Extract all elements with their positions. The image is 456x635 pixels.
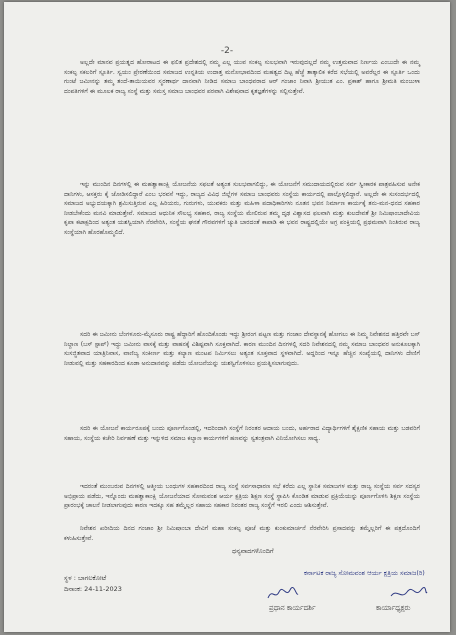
letter-page (4, 2, 450, 632)
paragraph-3: ಸದರಿ ಈ ಜಮೀನು ಬೆಂಗಳೂರು-ಮೈಸೂರು ರಾಷ್ಟ್ರ ಹೆದ್ದಾರಿಗೆ ಹೊಂದಿಕೊಂಡು ಇದ್ದು ಶ್ರೀರಂಗ ಪಟ್ಟಣ ಮತ್ತು ಗಂಜಾಂ ದೇವಸ್ಥಾನಕ್ಕೆ ಹೋಗಲು ಈ ನಿಮ್ಮ ನಿವೇಶನದ ಹತ್ತಿರವೇ ಬಸ್ ನಿಲ್ದಾಣ (ಬಸ್ ಸ್ಟಾಪ್) ಇದ್ದು ಜಮೀನು ವಾಸಕ್ಕೆ ಮತ್ತು ವಾಹನಕ್ಕೆ ವಿಶಿಷ್ಟವಾಗಿ ಸೂಕ್ತವಾಗಿದೆ. ಕಾರಣ ಮುಂದಿನ ದಿನಗಳಲ್ಲಿ ಸದರಿ ನಿವೇಶನದಲ್ಲಿ ನಮ್ಮ ಸಮಾಜ ಬಾಂಧವರ ಅನುಕೂಲಕ್ಕಾಗಿ ಸುಸಜ್ಜಿತವಾದ ಯಾತ್ರಿನಿವಾಸ, ವಾಣಿಜ್ಯ ಸಂಕೀರ್ಣ ಮತ್ತು ಕಲ್ಯಾಣ ಮಂಟಪ ನಿರ್ಮಿಸಲು ಅತ್ಯಂತ ಸೂಕ್ತವಾದ ಸ್ಥಳವಾಗಿದೆ. ಅದ್ದರಿಂದ ಇನ್ನೂ ಹೆಚ್ಚಿನ ಸಂಖ್ಯೆಯಲ್ಲಿ ದಾನಿಗಳು ದೇಣಿಗೆ ನೀಡುವಲ್ಲಿ ಮತ್ತು ಸಹಕಾರದಿಂದ ಕೂಡಾ ಅನುದಾನವನ್ನು ಪಡೆದು ಯೋಜನೆಯನ್ನು ಯಶಸ್ವಿಗೊಳಿಸಲು ಪ್ರಯತ್ನಿಸಲಾಗುವುದು. (64, 331, 420, 367)
secretary-signature (266, 586, 300, 604)
secretary-role: ಪ್ರಧಾನ ಕಾರ್ಯದರ್ಶಿ (269, 604, 316, 612)
closing-thanks: ಧನ್ಯವಾದಗಳೊಂದಿಗೆ (232, 547, 274, 555)
organization-seal: ಕರ್ನಾಟಕ ರಾಜ್ಯ ಸೋಮವಂಶ ಆರ್ಯ ಕ್ಷತ್ರಿಯ ಸಮಾಜ(ರಿ) (304, 569, 425, 577)
paragraph-6: ನಿವೇಶನ ಖರೀದಿಯ ದಿನದ ಗಂಜಾಂ ಶ್ರೀ ನಿಮಿಷಾಂಬಾ ದೇವಿಗೆ ಮಹಾ ಸಂಕಲ್ಪ ಪೂಜೆ ಮತ್ತು ಕುಂಕುಮಾರ್ಚನೆ ನೆರವೇರಿಸಿ ಪ್ರಸಾದವನ್ನು ತಮ್ಮೆಲ್ಲರಿಗೆ ಈ ಪತ್ರದೊಂದಿಗೆ ಕಳುಹಿಸುತ್ತೇವೆ. (64, 525, 420, 542)
signature-scribble-icon (266, 586, 300, 602)
place-line: ಸ್ಥಳ : ಬಾಗಲಕೋಟೆ (64, 574, 107, 582)
date-line: ದಿನಾಂಕ: 24-11-2023 (64, 585, 122, 593)
president-signature (389, 586, 429, 604)
paragraph-2: ಇನ್ನು ಮುಂದಿನ ದಿನಗಳಲ್ಲಿ ಈ ಮಹತ್ವಾಕಾಂಕ್ಷಿ ಯೋಜನೆಯ ಸಫಲತೆ ಅತ್ಯಂತ ಸುಲಭವಾಗಲಿದ್ದು, ಈ ಯೋಜನೆಗೆ ಸಮುದಾಯದಲ್ಲಿರುವ ಸರ್ವ ಸ್ವೀಕಾರಕ ಪಾತ್ರವಹಿಸುವ ಅನೇಕ ದಾನಿಗಳು, ಆಸಕ್ತರು ಕೈ ಜೋಡಿಸಲಿದ್ದಾರೆ ಎಂಬ ಭರವಸೆ ಇದ್ದು, ರಾಜ್ಯದ ವಿವಿಧ ಜಿಲ್ಲೆಗಳ ಸಮಾಜ ಬಾಂಧವರು ಸಂಸ್ಥೆಯ ಕಾರ್ಯದಲ್ಲಿ ಪಾಲ್ಗೊಳ್ಳಲಿದ್ದಾರೆ. ಅಲ್ಲದೇ ಈ ಸುಸಂದರ್ಭದಲ್ಲಿ ಸಮಾಜದ ಅಭ್ಯುದಯಕ್ಕಾಗಿ ಶ್ರಮಿಸುತ್ತಿರುವ ಎಲ್ಲ ಹಿರಿಯರು, ಗುರುಗಳು, ಯುವಕರು ಮತ್ತು ಮಹಿಳಾ ಪದಾಧಿಕಾರಿಗಳು ನೂತನ ಭವನ ನಿರ್ಮಾಣ ಕಾರ್ಯಕ್ಕೆ ತನು-ಮನ-ಧನದ ಸಹಕಾರ ನೀಡಬೇಕೆಂದು ಮನವಿ ಮಾಡುತ್ತೇವೆ. ಸಮಾಜದ ಆಧುನಿಕ ಸೌಲಭ್ಯ ಸಹಕಾರ, ರಾಜ್ಯ ಸಂಸ್ಥೆಯ ಮೇಲಿರುವ ತಮ್ಮ ದೃಢ ವಿಶ್ವಾಸದ ಫಲವಾಗಿ ಮತ್ತು ಕುಲದೇವತೆ ಶ್ರೀ ನಿಮಿಷಾಂಬಾದೇವಿಯ ಕೃಪಾ ಕಟಾಕ್ಷದಿಂದ ಅತ್ಯಂತ ಯಶಸ್ವಿಯಾಗಿ ನೆರವೇರಿಸಿ, ಸಂಸ್ಥೆಯ ಘನತೆ ಗೌರವಗಳಿಗೆ ಚ್ಯುತಿ ಬಾರದಂತೆ ಕಾಪಾಡಿ ಈ ಭವನ ರಾಷ್ಟ್ರದಲ್ಲಿಯೇ ಅಗ್ರ ಪಂಕ್ತಿಯಲ್ಲಿ ಪ್ರಥಮವಾಗಿ ನಿಂತಿರುವ ರಾಜ್ಯ ಸಂಸ್ಥೆಯಾಗಿ ಹೊರಹೊಮ್ಮಲಿದೆ. (64, 181, 420, 236)
president-role: ಕಾರ್ಯಾಧ್ಯಕ್ಷರು (376, 604, 411, 612)
paragraph-5: ಇದರಂತೆ ಮುಂಬರುವ ದಿನಗಳಲ್ಲಿ ಆತ್ಮೀಯ ಬಂಧುಗಳ ಸಹಕಾರದಿಂದ ರಾಜ್ಯ ಸಂಸ್ಥೆ ಸರ್ವಸಾಧಾರಣ ಸಭೆ ಕರೆದು ಎಲ್ಲ ಸ್ಥಾನಿಕ ಸಮಾಜಗಳ ಮತ್ತು ರಾಜ್ಯ ಸಂಸ್ಥೆಯ ಸರ್ವ ಸದಸ್ಯರ ಅಭಿಪ್ರಾಯ ಪಡೆದು, ಇನ್ನೊಂದು ಮಹತ್ವಾಕಾಂಕ್ಷಿ ಯೋಜನೆಯಾದ ಸೋಮವಂಶ ಆರ್ಯ ಕ್ಷತ್ರಿಯ ಶಿಕ್ಷಣ ಸಂಸ್ಥೆ ಸ್ಥಾಪಿಸಿ ಕೊಂಡಿತ ಮಾಡುವ ಪ್ರಕ್ರಿಯೆಯನ್ನು ಪೂರ್ಣಗೊಳಿಸಿ ಶಿಕ್ಷಣ ಸಂಸ್ಥೆಯ ಪ್ರಾರಂಭಕ್ಕೆ ಚಾಲನೆ ನೀಡಲಾಗುವುದು ಕಾರಣ ಇದಕ್ಕೂ ಸಹ ತಮ್ಮೆಲ್ಲರ ಸಹಾಯ ಸಹಕಾರ ನಿರಂತರ ರಾಜ್ಯ ಸಂಸ್ಥೆಗೆ ಇರಲಿ ಎಂದು ಆಶಿಸುತ್ತೇವೆ. (64, 483, 420, 510)
paragraph-1: ಅಲ್ಲದೇ ಮಾನವ ಪ್ರಯತ್ನದ ಹೋರಾಟದ ಈ ಫಲಿತ ಪ್ರದೇಶದಲ್ಲಿ ನಮ್ಮ ಎಲ್ಲ ಯುವ ಸಂಕಲ್ಪ ಸುಲಭವಾಗಿ ಇರುವುದಲ್ಲದೆ ನಮ್ಮ ಉತ್ತಮವಾದ ನಿರ್ಣಯ ಎಂಬುದೇ ಈ ನಮ್ಮ ಸಂಕಲ್ಪ ಸಕಲರಿಗೆ ಸ್ಪೂರ್ತಿ. ಸ್ವಯಂ ಪ್ರೇರಣೆಯಿಂದ ಸಮಾಜದ ಉನ್ನತಿಯ ಉದಾತ್ತ ಮನೋಭಾವದಿಂದ ಮಹತ್ವದ ದಿಟ್ಟ ಹೆಜ್ಜೆ ತಾತ್ಕಾಲಿಕ ಕರೆದ ಸಭೆಯಲ್ಲಿ ಅವರೆಲ್ಲರ ಈ ಸ್ಪೂರ್ತಿ ಒಂದು ಗುಂಟೆ ಜಮೀನನ್ನು ತಮ್ಮ ತಂದೆ-ತಾಯಿಯವರ ಸ್ಮರಣಾರ್ಥ ದಾನವಾಗಿ ನೀಡಿದ ಸಮಾಜ ಬಾಂಧವರಾದ ಆರ್ ಗಂಜಾಂ ನಿವಾಸಿ ಶ್ರೀಯುತ ಎಂ. ಪ್ರಕಾಶ್ ಹಾಗೂ ಶ್ರೀಮತಿ ಮಂಜುಳಾ ದಂಪತಿಗಳಿಗೆ ಈ ಮೂಲಕ ರಾಜ್ಯ ಸಂಸ್ಥೆ ಮತ್ತು ಸಮಸ್ತ ಸಮಾಜ ಬಾಂಧವರ ಪರವಾಗಿ ವಿಶೇಷವಾದ ಕೃತಜ್ಞತೆಗಳನ್ನು ಸಲ್ಲಿಸುತ್ತೇವೆ. (64, 59, 420, 95)
page-number: -2- (220, 46, 234, 56)
signature-scribble-icon (389, 586, 429, 602)
paragraph-4: ಸದರಿ ಈ ಯೋಜನೆ ಕಾರ್ಯರೂಪಕ್ಕೆ ಬಂದು ಪೂರ್ಣಗೊಂಡಲ್ಲಿ, ಇದರಿಂದಾಗಿ ಸಂಸ್ಥೆಗೆ ನಿರಂತರ ಆದಾಯ ಬಂದು, ಅರ್ಹರಾದ ವಿದ್ಯಾರ್ಥಿಗಳಿಗೆ ಶೈಕ್ಷಣಿಕ ಸಹಾಯ ಮತ್ತು ಬಡವರಿಗೆ ಸಹಾಯ, ಸಂಸ್ಥೆಯ ಕಚೇರಿ ನಿರ್ವಹಣೆ ಮತ್ತು ಇನ್ನುಳಿದ ಸಮಾಜ ಕಲ್ಯಾಣ ಕಾರ್ಯಗಳಿಗೆ ಹಣವನ್ನು ಸ್ವತಂತ್ರವಾಗಿ ವಿನಿಯೋಗಿಸಲು ಸಾಧ್ಯ. (64, 425, 420, 442)
